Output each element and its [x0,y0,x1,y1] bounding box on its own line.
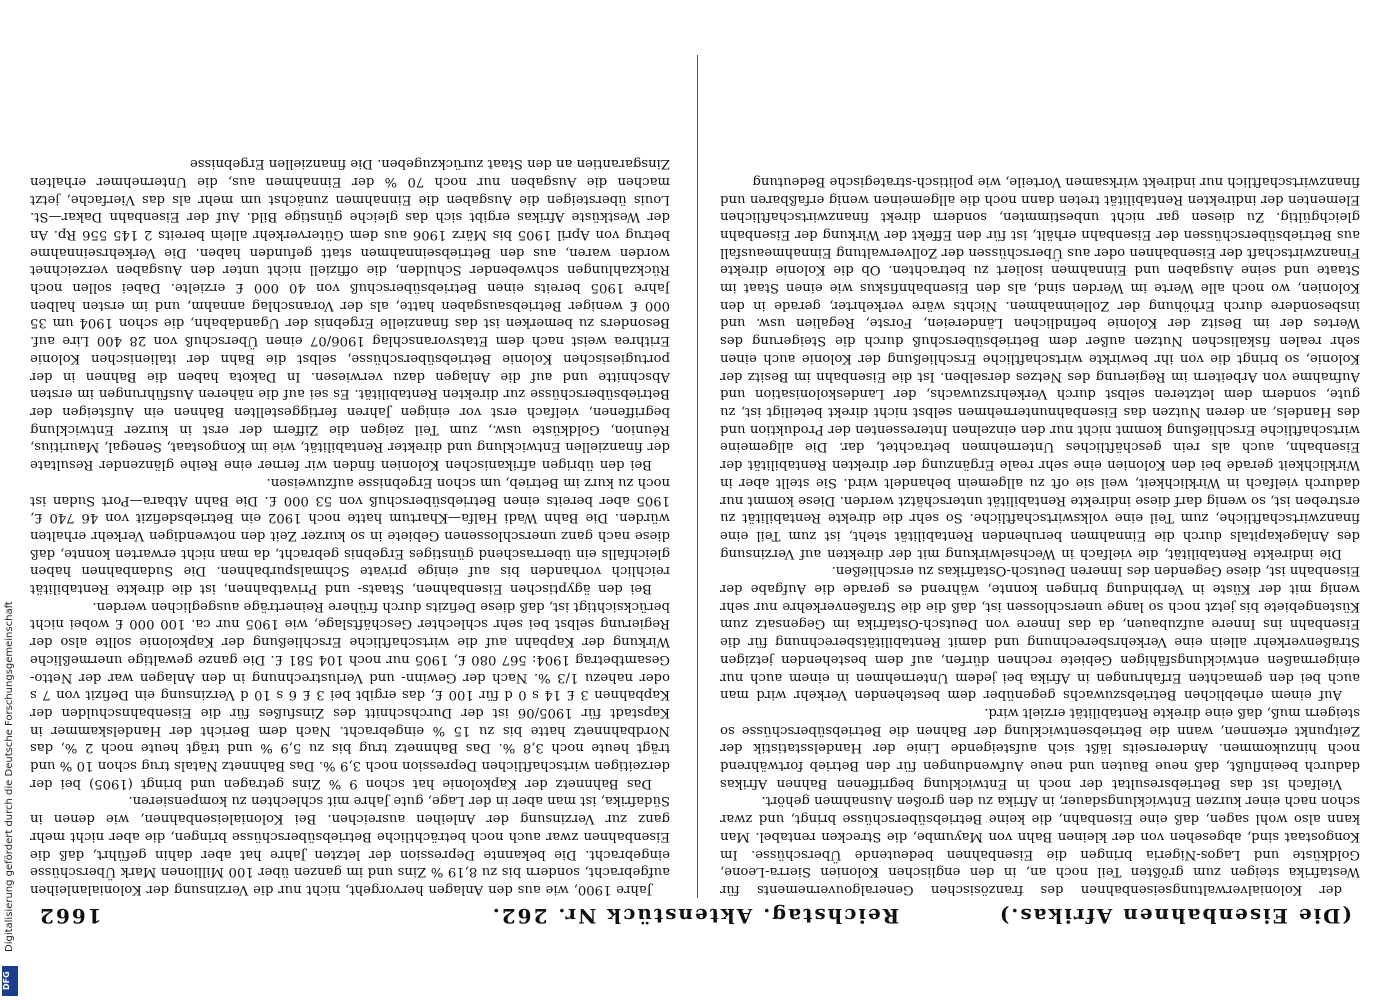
paragraph: Jahre 1900, wie aus den Anlagen hervorgeht, nicht nur die Verzinsung der Kolonialanleihen aufgebracht, sondern bis zu 8,19 % Zins und im ganzen über 100 Millionen Mark Überschüsse eingebracht. Die bekannte Depression der letzten Jahre hat aber dahin geführt, daß die Eisenbahnen zwar auch noch beträchtliche Betriebsüberschüsse bringen, die aber nicht mehr ganz zur Verzinsung der Anleihen ausreichen. Bei Kolonialeisenbahnen, wie denen in Südafrika, ist man aber in der Lage, gute Jahre mit schlechten zu kompensieren. [30,793,670,897]
paragraph: Vielfach ist das Betriebsresultat der noch in Entwicklung begriffenen Bahnen Afrikas dadurch beeinflußt, daß neue Bauten und neue Aufwendungen für den Betrieb fortwährend noch hinzukommen. Andererseits läßt sich aufsteigende Linie der Handelsstatistik der Zeitpunkt erkennen, wann die Betriebsentwicklung der Bahnen die Betriebsüberschüsse so steigern muß, daß eine direkte Rentabilität erzielt wird. [720,704,1360,791]
paragraph: Die indirekte Rentabilität, die vielfach in Wechselwirkung mit der direkten auf Verzinsung des Anlagekapitals durch die Einnahmen beruhenden Rentabilität steht, ist zum Teil eine finanzwirtschaftliche, zum Teil eine volkswirtschaftliche. So sehr die direkte Rentabilität zu erstreben ist, so wenig darf diese indirekte Rentabilität unterschätzt werden. Diese kommt nur dadurch vielfach in Wirklichkeit, weil sie oft zu allgemein behandelt wird. Sie stellt aber in Wirklichkeit gerade bei den Kolonien eine sehr reale Ergänzung der direkten Rentabilität der Eisenbahn, auch als rein geschäftliches Unternehmen betrachtet, dar. Die allgemeine wirtschaftliche Erschließung kommt nicht nur den einzelnen Interessenten der Produktion und des Handels, an deren Nutzen das Eisenbahnunternehmen selbst nicht direkt beteiligt ist, zu gute, sondern dem letzteren selbst durch Verkehrszuwachs, der Landeskolonisation und Aufnahme von Arbeitern im Regierung des Netzes derselben. Ist die Eisenbahn im Besitz der Kolonie, so bringt die von ihr bewirkte wirtschaftliche Erschließung der Kolonie auch einen sehr realen fiskalischen Nutzen außer dem Betriebsüberschuß durch die Steigerung des Wertes der im Besitz der Kolonie befindlichen Ländereien, Forste, Regalien usw. und insbesondere durch Erhöhung der Zolleinnahmen. Nichts wäre verkehrter, gerade in den Kolonien, wo noch alle Werte im Werden sind, als den Eisenbahnfiskus wie einen Staat im Staate und seine Ausgaben und Einnahmen isoliert zu betrachten. Ob die Kolonie direkte Finanzwirtschaft der Eisenbahnen oder aus Überschüssen der Zollverwaltung Einnahmeausfall aus Betriebsüberschüssen der Eisenbahn erhält, ist für den Effekt der Wirkung der Eisenbahn gleichgültig. Zu diesen gar nicht unbestimmten, sondern direkt finanzwirtschaftlichen Elementen der indirekten Rentabilität treten dann noch die allgemeinen wenig erfaßbaren und finanzwirtschaftlich nur indirekt wirksamen Vorteile, wie politisch-strategische Bedeutung [720,173,1360,561]
digitization-note-text: Digitalisierung gefördert durch die Deutsche Forschungsgemeinschaft [4,601,15,952]
page-number: 1662 [38,904,102,928]
scanned-page [30,55,1360,930]
column-divider [697,55,698,898]
paragraph: der Kolonialverwaltungseisenbahnen des französischen Generalgouvernements für Westafrika steigen zum größten Teil noch an, in den englischen Kolonien Sierra-Leone, Goldküste und Lagos-Nigeria bringen die Eisenbahnen bedeutende Überschüsse. Im Kongostaat sind, abgesehen von der kleinen Bahn von Mayumbe, die Strecken rentabel. Man kann also wohl sagen, daß eine Eisenbahn, die keine Betriebsüberschüsse bringt, und zwar schon nach einer kurzen Entwicklungsdauer, in Afrika zu den großen Ausnahmen gehört. [720,793,1360,897]
dfg-logo: DFG [2,966,18,996]
right-column [720,55,1360,898]
page-header [30,900,1360,930]
paragraph: Bei den ägyptischen Eisenbahnen, Staats- und Privatbahnen, ist die direkte Rentabilität reichlich vorhanden bis auf einige private Schmalspurbahnen. Die Sudanbahnen haben gleichfalls ein überraschend günstiges Ergebnis gebracht, da man nicht erwarten konnte, daß diese nach ganz unerschlossenen Gebiete in so kurzer Zeit den notwendigen Verkehr erhalten würden. Die Bahn Wadi Halfa—Khartum hatte noch 1902 ein Betriebsdefizit von 46 740 £, 1905 aber bereits einen Betriebsüberschuß von 53 000 £. Die Bahn Atbara—Port Sudan ist noch zu kurz im Betrieb, um schon Ergebnisse aufzuweisen. [30,474,670,597]
paragraph: Das Bahnnetz der Kapkolonie hat schon 9 % Zins getragen und bringt (1905) bei der derzeitigen wirtschaftlichen Depression noch 3,9 %. Das Bahnnetz Natals trug schon 10 % und trägt heute noch 3,8 %. Das Bahnnetz trug bis zu 5,9 % und trägt heute noch 2 %, das Nordbahnnetz hatte bis zu 15 % eingebracht. Nach dem Bericht der Handelskammer in Kapstadt für 1905/06 ist der Durchschnitt des Zinsfußes für die Eisenbahnschulden der Kapbahnen 3 £ 14 s 0 d für 100 £, das ergibt bei 3 £ 6 s 10 d Verzinsung ein Defizit von 7 s oder nahezu 1/3 %. Nach der Gewinn- und Verlustrechnung in den Anlagen war der Netto-Gesamtbetrag 1904: 567 080 £, 1905 nur noch 104 581 £. Die ganze gewaltige unermeßliche Wirkung der Kapbahn auf die wirtschaftliche Erschließung der Kapkolonie sollte also der Regierung selbst bei sehr schlechter Geschäftslage, wie 1905 nur ca. 100 000 £ wobei nicht berücksichtigt ist, daß diese Defizits durch frühere Reinerträge ausgeglichen werden. [30,598,670,791]
left-column [30,55,670,898]
paragraph: Auf einem erheblichen Betriebszuwachs gegenüber dem bestehenden Verkehr wird man auch bei den gemachten Erfahrungen in Afrika bei jedem Unternehmen in einem auch nur einigermaßen entwicklungsfähigen Gebiete rechnen dürfen, auf dem bestehenden jetzigen Straßenverkehr allein eine Verkehrsberechnung und damit Rentabilitätsberechnung für die Eisenbahn ins Innere aufzubauen, da das Innere von Deutsch-Ostafrika im Gegensatz zum Küstengebiete bis jetzt noch so lange unerschlossen ist, daß die die Straßenverkehre nur sehr wenig mit der Küste in Verbindung bringen konnte, während es gerade die Aufgabe der Eisenbahn ist, diese Gegenden des Inneren Deutsch-Ostafrikas zu erschließen. [720,563,1360,703]
header-title: Reichstag. Aktenstück Nr. 262. [490,904,900,928]
digitization-note [4,112,18,992]
header-section: (Die Eisenbahnen Afrikas.) [997,904,1352,928]
paragraph: Bei den übrigen afrikanischen Kolonien finden wir ferner eine Reihe glänzender Resultate der finanziellen Entwicklung und direkter Rentabilität, wie im Kongostaat, Senegal, Mauritius, Réunion, Goldküste usw., zum Teil zeigen die Ziffern der erst in kurzer Entwicklung begriffenen, vielfach erst vor einigen Jahren fertiggestellten Bahnen ein Aufsteigen der Betriebsüberschüsse zur direkten Rentabilität. Es sei auf die näheren Ausführungen im ersten Abschnitte und auf die Anlagen dazu verwiesen. In Dakota haben die Bahnen in der portugiesischen Kolonie Betriebsüberschüsse, selbst die Bahn der italienischen Kolonie Erithrea weist nach dem Etatsvoranschlag 1906/07 einen Überschuß von 28 400 Lire auf. Besonders zu bemerken ist das finanzielle Ergebnis der Ugandabahn, die schon 1904 um 35 000 £ weniger Betriebsausgaben hatte, als der Voranschlag annahm, und im ersten halben Jahre 1905 bereits einen Betriebsüberschuß von 40 000 £ erzielte. Dabei sollen noch Rückzahlungen schwebender Schulden, die offiziell nicht unter den Ausgaben verzeichnet worden waren, aus den Betriebseinnahmen statt gefunden haben. Die Verkehrseinnahme betrug von April 1905 bis März 1906 aus dem Güterverkehr allein bereits 2 145 556 Rp. An der Westküste Afrikas ergibt sich das gleiche günstige Bild. Auf der Eisenbahn Dakar—St. Louis übersteigen die Ausgaben die Einnahmen zunächst um mehr als das Vierfache, jetzt machen die Ausgaben nur noch 70 % der Einnahmen aus, die Unternehmer erhalten Zinsgarantien an den Staat zurückzugeben. Die finanziellen Ergebnisse [30,156,670,473]
